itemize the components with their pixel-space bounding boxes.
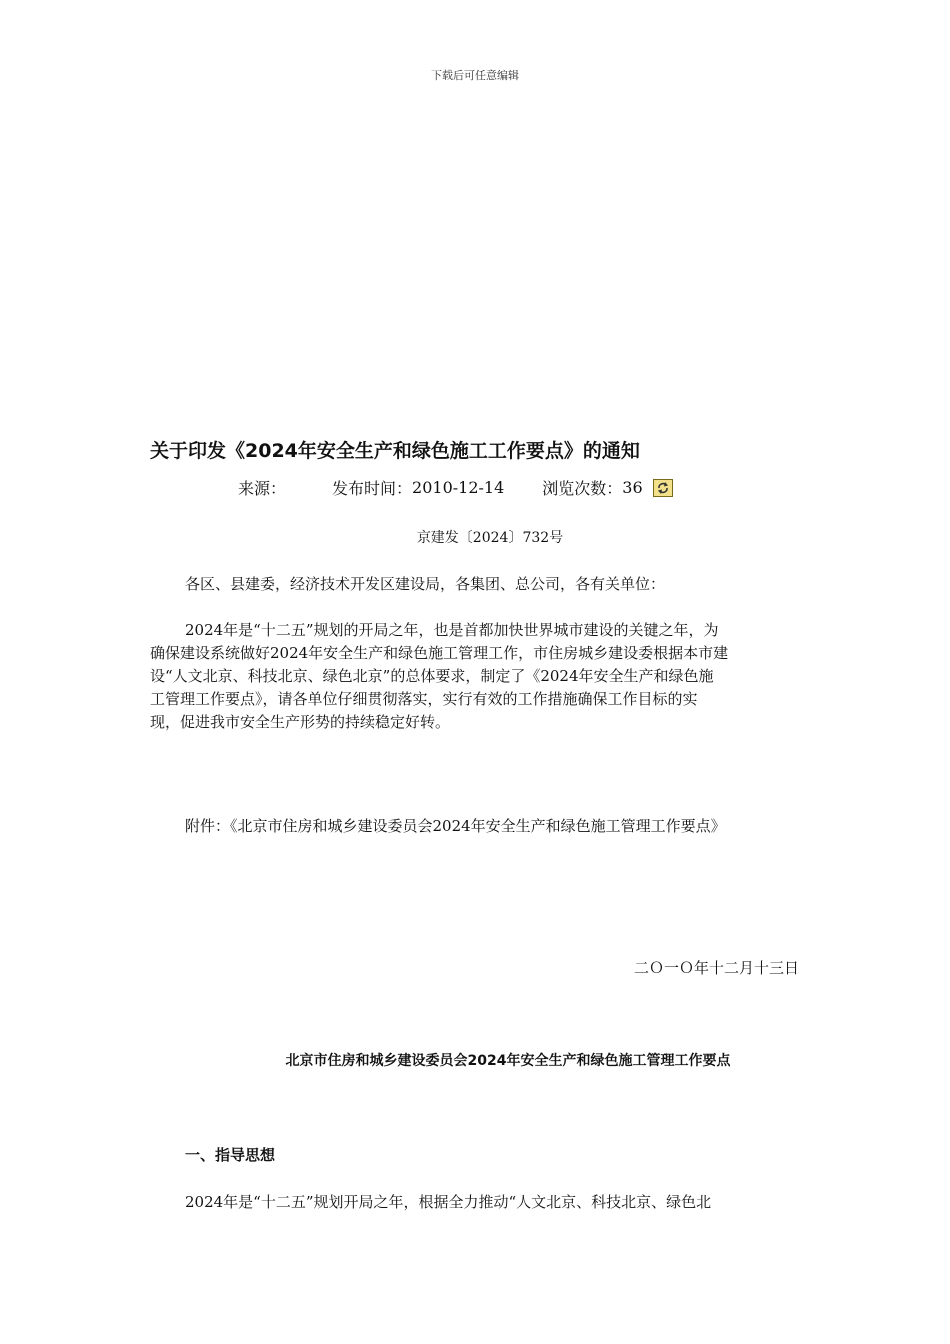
meta-line: [238, 476, 673, 499]
body-line: 2024年是“十二五”规划的开局之年，也是首都加快世界城市建设的关键之年，为: [185, 621, 719, 639]
source-label: 来源：: [238, 479, 287, 498]
publish-date: 2010-12-14: [412, 478, 505, 497]
attachment-line: 附件：《北京市住房和城乡建设委员会2024年安全生产和绿色施工管理工作要点》: [185, 817, 726, 835]
signature-date: 二Ｏ一Ｏ年十二月十三日: [633, 959, 799, 977]
views-count: 36: [622, 478, 643, 497]
body-paragraph: [150, 619, 800, 734]
attachment-title: 北京市住房和城乡建设委员会2024年安全生产和绿色施工管理工作要点: [285, 1053, 731, 1069]
document-number: 京建发〔2024〕732号: [416, 530, 564, 546]
refresh-icon[interactable]: [653, 479, 673, 497]
notice-title: 关于印发《2024年安全生产和绿色施工工作要点》的通知: [150, 440, 640, 462]
publish-label: 发布时间：: [332, 479, 413, 498]
salutation: 各区、县建委，经济技术开发区建设局，各集团、总公司，各有关单位：: [185, 575, 666, 593]
body-line: 设“人文北京、科技北京、绿色北京”的总体要求，制定了《2024年安全生产和绿色施: [150, 667, 714, 685]
header-note: 下载后可任意编辑: [431, 69, 519, 82]
body-line: 确保建设系统做好2024年安全生产和绿色施工管理工作，市住房城乡建设委根据本市建: [150, 644, 729, 662]
body-line: 现，促进我市安全生产形势的持续稳定好转。: [150, 713, 451, 731]
body-line: 工管理工作要点》，请各单位仔细贯彻落实，实行有效的工作措施确保工作目标的实: [150, 690, 698, 708]
views-label: 浏览次数：: [542, 479, 623, 498]
section-heading: 一、指导思想: [185, 1146, 276, 1164]
section-text: 2024年是“十二五”规划开局之年，根据全力推动“人文北京、科技北京、绿色北: [185, 1193, 712, 1211]
